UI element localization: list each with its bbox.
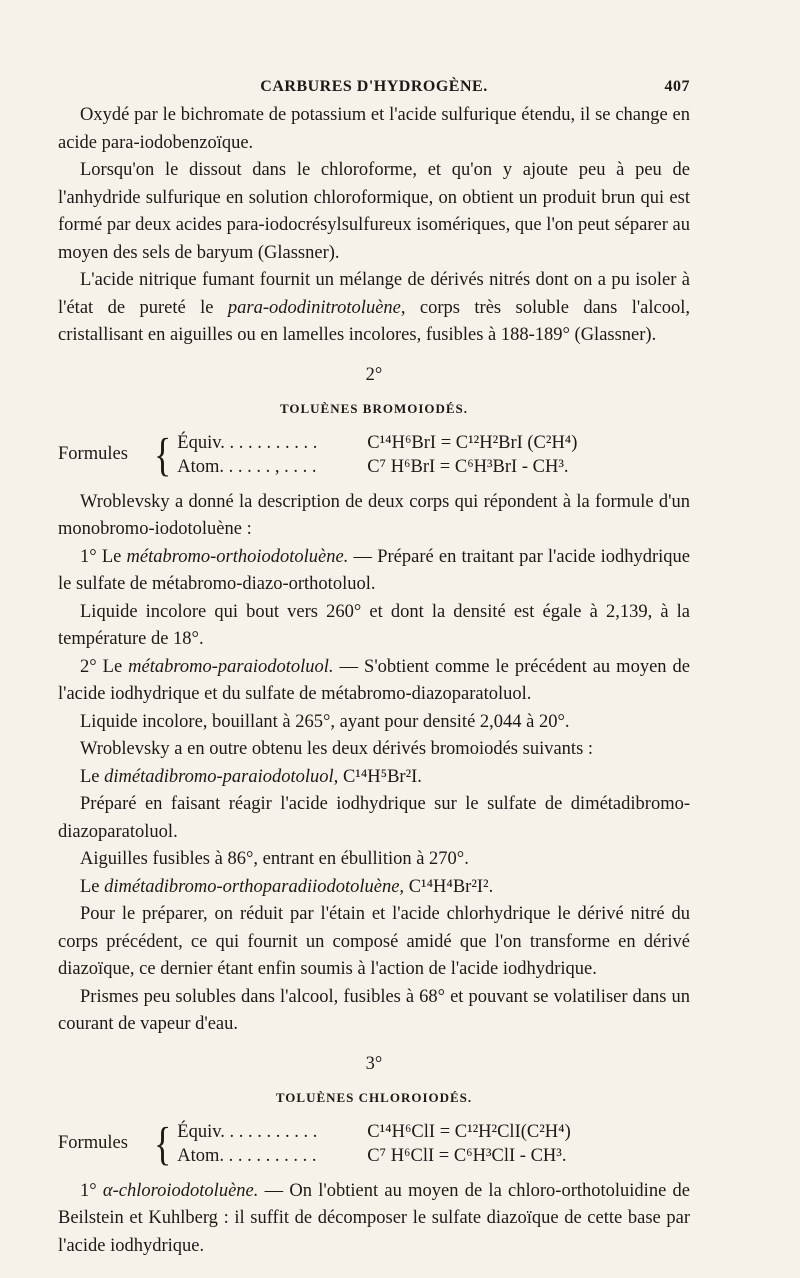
text-run: 1°: [80, 1180, 103, 1201]
compound-name: métabromo-orthoiodotoluène.: [126, 546, 349, 567]
text-run: 2° Le: [80, 656, 129, 677]
formula-row: [177, 1144, 690, 1168]
paragraph: Aiguilles fusibles à 86°, entrant en ébullition à 270°.: [80, 849, 469, 869]
paragraph: Prismes peu solubles dans l'alcool, fusibles à 68° et pouvant se volatiliser dans un courant de vapeur d'eau.: [58, 986, 690, 1034]
paragraph: Oxydé par le bichromate de potassium et l'acide sulfurique étendu, il se change en acide para-iodobenzoïque.: [58, 105, 690, 153]
page-number: 407: [664, 78, 690, 95]
paragraph: [58, 654, 690, 709]
text-run: — On l'obtient au moyen de la chloro-orthotoluidine de Beilstein et Kuhlberg : il suffit de décomposer le sulfate diazoïque de cette base par l'acide iodhydrique.: [58, 1180, 691, 1256]
paragraph: [58, 267, 690, 350]
formula-row: [177, 455, 690, 479]
text-run: Le: [80, 876, 105, 897]
paragraph: Préparé en faisant réagir l'acide iodhydrique sur le sulfate de dimétadibromo-diazoparatoluol.: [58, 794, 690, 842]
brace-icon: {: [154, 428, 172, 481]
section-title: TOLUÈNES CHLOROIODÉS.: [275, 1090, 473, 1105]
formula-row-label: Équiv. . . . . . . . . . .: [177, 432, 318, 453]
text-run: C¹⁴H⁴Br²I².: [404, 876, 494, 897]
brace-icon: {: [154, 1117, 172, 1170]
compound-name: α-chloroiodotoluène.: [102, 1180, 259, 1201]
formula-block: [58, 428, 690, 481]
paragraph: Lorsqu'on le dissout dans le chloroforme, et qu'on y ajoute peu à peu de l'anhydride sulfurique en solution chloroformique, on obtient un produit brun qui est formé par deux acides para-iodocrésylsulfureux isomériques, que l'on peut séparer au moyen des sels de baryum (Glassner).: [58, 160, 690, 263]
page-body: [58, 102, 690, 1260]
formula-row-value: C⁷ H⁶BrI = C⁶H³BrI - CH³.: [367, 456, 569, 477]
paragraph: Liquide incolore, bouillant à 265°, ayant pour densité 2,044 à 20°.: [80, 711, 570, 732]
paragraph: Pour le préparer, on réduit par l'étain et l'acide chlorhydrique le dérivé nitré du corps précédent, ce qui fournit un composé amidé que l'on transforme en dérivé diazoïque, ce dernier étant enfin soumis à l'action de l'acide iodhydrique.: [58, 904, 690, 979]
formula-row-label: Équiv. . . . . . . . . . .: [177, 1121, 318, 1142]
compound-name: métabromo-paraiodotoluol.: [128, 656, 334, 677]
paragraph: Liquide incolore qui bout vers 260° et dont la densité est égale à 2,139, à la température de 18°.: [58, 601, 690, 649]
paragraph: [58, 874, 690, 902]
compound-name: dimétadibromo-paraiodotoluol,: [104, 766, 339, 787]
formula-block: [58, 1117, 690, 1170]
paragraph: [58, 544, 690, 599]
text-run: 1° Le: [80, 546, 127, 567]
formula-row-value: C⁷ H⁶ClI = C⁶H³ClI - CH³.: [367, 1145, 567, 1166]
paragraph: Wroblevsky a donné la description de deux corps qui répondent à la formule d'un monobromo-iodotoluène :: [58, 491, 690, 539]
compound-name: dimétadibromo-orthoparadiiodotoluène,: [104, 876, 405, 897]
formula-label: Formules: [58, 443, 128, 464]
text-run: — S'obtient comme le précédent au moyen de l'acide iodhydrique et du sulfate de métabromo-diazoparatoluol.: [58, 656, 690, 704]
formula-row: [177, 1120, 690, 1144]
paragraph: [58, 764, 690, 792]
formula-row-value: C¹⁴H⁶BrI = C¹²H²BrI (C²H⁴): [367, 432, 578, 453]
running-title: CARBURES D'HYDROGÈNE.: [260, 78, 488, 95]
formula-label: Formules: [58, 1132, 128, 1153]
formula-row-label: Atom. . . . . . . . . . .: [177, 1145, 317, 1166]
text-run: Le: [80, 766, 105, 787]
text-run: , corps très soluble dans l'alcool, cristallisant en aiguilles ou en lamelles incolores, fusibles à 188-189° (Glassner).: [58, 297, 690, 345]
text-run: — Préparé en traitant par l'acide iodhydrique le sulfate de métabromo-diazo-orthotoluol.: [58, 546, 690, 594]
section-title: TOLUÈNES BROMOIODÉS.: [279, 401, 469, 416]
formula-row-value: C¹⁴H⁶ClI = C¹²H²ClI(C²H⁴): [367, 1121, 571, 1142]
text-run: C¹⁴H⁵Br²I.: [338, 766, 422, 787]
section-number: 2°: [365, 364, 383, 385]
section-number: 3°: [365, 1053, 383, 1074]
compound-name: para-ododinitrotoluène: [227, 297, 401, 318]
paragraph: Wroblevsky a en outre obtenu les deux dérivés bromoiodés suivants :: [80, 739, 594, 759]
formula-row: [177, 431, 690, 455]
formula-row-label: Atom. . . . . . , . . . .: [177, 456, 317, 477]
paragraph: [58, 1178, 690, 1261]
text-run: L'acide nitrique fumant fournit un mélange de dérivés nitrés dont on a pu isoler à l'état de pureté le: [58, 270, 690, 318]
